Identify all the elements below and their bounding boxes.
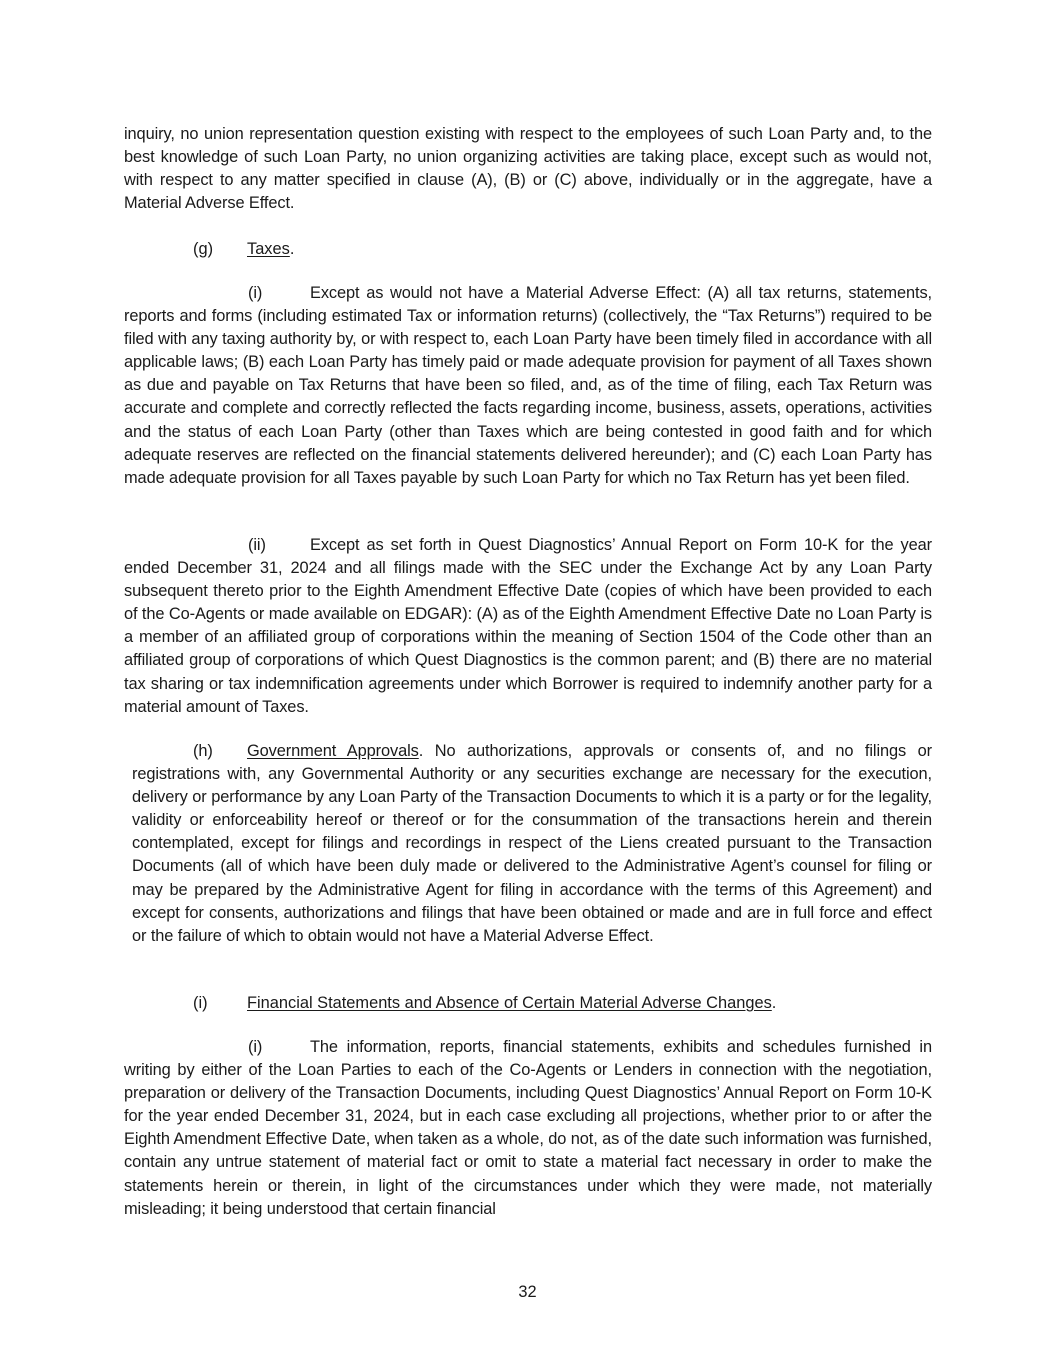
section-g-i-text: Except as would not have a Material Adverse Effect: (A) all tax returns, statements, reports and forms (including estimated Tax or information returns) (collectively, the “Tax Returns”) required to be filed with any taxing authority by, or with respect to, each Loan Party have been timely filed in accordance with all applicable laws; (B) each Loan Party has timely paid or made adequate provision for payment of all Taxes shown as due and payable on Tax Returns that have been so filed, and, as of the time of filing, each Tax Return was accurate and complete and correctly reflected the facts regarding income, business, assets, operations, activities and the status of each Loan Party (other than Taxes which are being contested in good faith and for which adequate reserves are reflected on the financial statements delivered hereunder); and (C) each Loan Party has made adequate provision for all Taxes payable by such Loan Party for which no Tax Return has yet been filed. bbox=[124, 284, 932, 487]
section-h-marker: (h) bbox=[193, 742, 213, 760]
section-i-marker: (i) bbox=[193, 994, 208, 1012]
section-g-ii-paragraph bbox=[124, 534, 932, 719]
section-g-i-paragraph bbox=[124, 282, 932, 490]
section-g-heading bbox=[193, 238, 294, 261]
page-number: 32 bbox=[518, 1283, 537, 1301]
section-i-heading bbox=[193, 992, 776, 1015]
section-i-i-paragraph bbox=[124, 1036, 932, 1221]
section-h-paragraph bbox=[132, 740, 932, 948]
section-g-i-marker: (i) bbox=[248, 284, 263, 302]
section-i-i-text: The information, reports, financial statements, exhibits and schedules furnished in writing by either of the Loan Parties to each of the Co-Agents or Lenders in connection with the negotiation, preparation or delivery of the Transaction Documents, including Quest Diagnostics’ Annual Report on Form 10-K for the year ended December 31, 2024, but in each case excluding all projections, whether prior to or after the Eighth Amendment Effective Date, when taken as a whole, do not, as of the date such information was furnished, contain any untrue statement of material fact or omit to state a material fact necessary in order to make the statements herein or therein, in light of the circumstances under which they were made, not materially misleading; it being understood that certain financial bbox=[124, 1038, 932, 1218]
section-g-marker: (g) bbox=[193, 240, 214, 258]
section-i-title: Financial Statements and Absence of Certain Material Adverse Changes bbox=[247, 994, 772, 1012]
section-i-title-punct: . bbox=[771, 994, 777, 1012]
section-i-i-marker: (i) bbox=[248, 1038, 263, 1056]
section-h-title: Government Approvals bbox=[247, 742, 419, 760]
section-g-title-punct: . bbox=[289, 240, 295, 258]
section-g-ii-text: Except as set forth in Quest Diagnostics’ Annual Report on Form 10-K for the year ended December 31, 2024 and all filings made with the SEC under the Exchange Act by any Loan Party subsequent thereto prior to the Eighth Amendment Effective Date (copies of which have been provided to each of the Co-Agents or made available on EDGAR): (A) as of the Eighth Amendment Effective Date no Loan Party is a member of an affiliated group of corporations within the meaning of Section 1504 of the Code other than an affiliated group of corporations of which Quest Diagnostics is the common parent; and (B) there are no material tax sharing or tax indemnification agreements under which Borrower is required to indemnify another party for a material amount of Taxes. bbox=[124, 536, 932, 716]
continuation-text: inquiry, no union representation question existing with respect to the employees of such Loan Party and, to the best knowledge of such Loan Party, no union organizing activities are taking place, except such as would not, with respect to any matter specified in clause (A), (B) or (C) above, individually or in the aggregate, have a Material Adverse Effect. bbox=[124, 125, 932, 213]
section-h-text: . No authorizations, approvals or consents of, and no filings or registrations with, any Governmental Authority or any securities exchange are necessary for the execution, delivery or performance by any Loan Party of the Transaction Documents to which it is a party or for the legality, validity or enforceability hereof or thereof or for the consummation of the transactions herein and therein contemplated, except for filings and recordings in respect of the Liens created pursuant to the Transaction Documents (all of which have been duly made or delivered to the Administrative Agent’s counsel for filing or may be prepared by the Administrative Agent for filing in accordance with the terms of this Agreement) and except for consents, authorizations and filings that have been obtained or made and are in full force and effect or the failure of which to obtain would not have a Material Adverse Effect. bbox=[132, 742, 932, 945]
section-g-ii-marker: (ii) bbox=[248, 536, 266, 554]
continuation-paragraph bbox=[124, 123, 932, 215]
section-g-title: Taxes bbox=[247, 240, 290, 258]
